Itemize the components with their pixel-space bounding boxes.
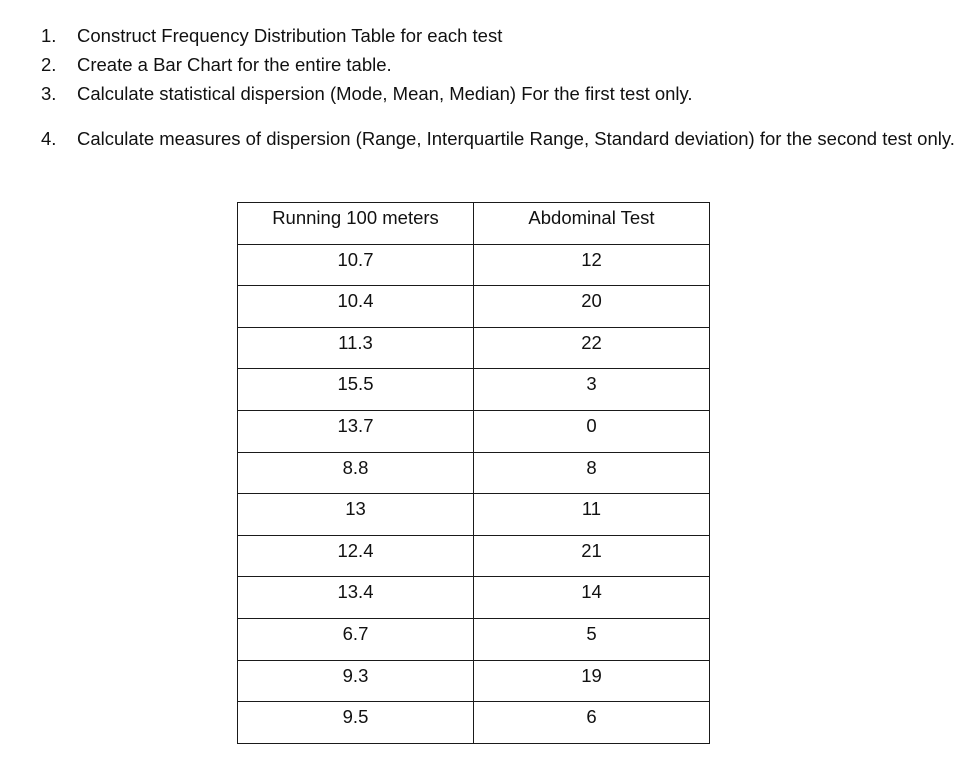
running-cell: 6.7 bbox=[238, 618, 474, 660]
table-row bbox=[238, 577, 710, 619]
instruction-item-4 bbox=[0, 124, 972, 182]
table-row bbox=[238, 618, 710, 660]
running-cell: 15.5 bbox=[238, 369, 474, 411]
table-row bbox=[238, 410, 710, 452]
instruction-item-2 bbox=[0, 50, 972, 79]
column-header-running: Running 100 meters bbox=[238, 203, 474, 245]
instruction-text: Calculate statistical dispersion (Mode, Mean, Median) For the first test only. bbox=[77, 83, 693, 104]
running-cell: 13.4 bbox=[238, 577, 474, 619]
table-row bbox=[238, 494, 710, 536]
abdominal-cell: 14 bbox=[474, 577, 710, 619]
running-cell: 10.7 bbox=[238, 244, 474, 286]
running-cell: 11.3 bbox=[238, 327, 474, 369]
running-cell: 8.8 bbox=[238, 452, 474, 494]
running-cell: 12.4 bbox=[238, 535, 474, 577]
table-header-row bbox=[238, 203, 710, 245]
abdominal-cell: 0 bbox=[474, 410, 710, 452]
abdominal-cell: 8 bbox=[474, 452, 710, 494]
table-row bbox=[238, 535, 710, 577]
abdominal-cell: 5 bbox=[474, 618, 710, 660]
table-row bbox=[238, 244, 710, 286]
instruction-text: Calculate measures of dispersion (Range, Interquartile Range, Standard deviation) for the second test only. bbox=[77, 128, 955, 149]
running-cell: 10.4 bbox=[238, 286, 474, 328]
test-results-table bbox=[237, 202, 710, 744]
table-row bbox=[238, 702, 710, 744]
abdominal-cell: 19 bbox=[474, 660, 710, 702]
instruction-text: Construct Frequency Distribution Table for each test bbox=[77, 25, 503, 46]
table-row bbox=[238, 286, 710, 328]
running-cell: 9.3 bbox=[238, 660, 474, 702]
instruction-item-1 bbox=[0, 21, 972, 50]
running-cell: 13.7 bbox=[238, 410, 474, 452]
abdominal-cell: 21 bbox=[474, 535, 710, 577]
running-cell: 9.5 bbox=[238, 702, 474, 744]
instruction-number: 1. bbox=[41, 25, 57, 46]
abdominal-cell: 22 bbox=[474, 327, 710, 369]
instruction-number: 4. bbox=[41, 128, 57, 149]
column-header-abdominal: Abdominal Test bbox=[474, 203, 710, 245]
table-row bbox=[238, 327, 710, 369]
abdominal-cell: 20 bbox=[474, 286, 710, 328]
instruction-text: Create a Bar Chart for the entire table. bbox=[77, 54, 392, 75]
abdominal-cell: 6 bbox=[474, 702, 710, 744]
running-cell: 13 bbox=[238, 494, 474, 536]
table-row bbox=[238, 369, 710, 411]
table-row bbox=[238, 660, 710, 702]
abdominal-cell: 11 bbox=[474, 494, 710, 536]
instruction-number: 2. bbox=[41, 54, 57, 75]
abdominal-cell: 3 bbox=[474, 369, 710, 411]
table-row bbox=[238, 452, 710, 494]
abdominal-cell: 12 bbox=[474, 244, 710, 286]
instruction-item-3 bbox=[0, 79, 972, 108]
instruction-number: 3. bbox=[41, 83, 57, 104]
